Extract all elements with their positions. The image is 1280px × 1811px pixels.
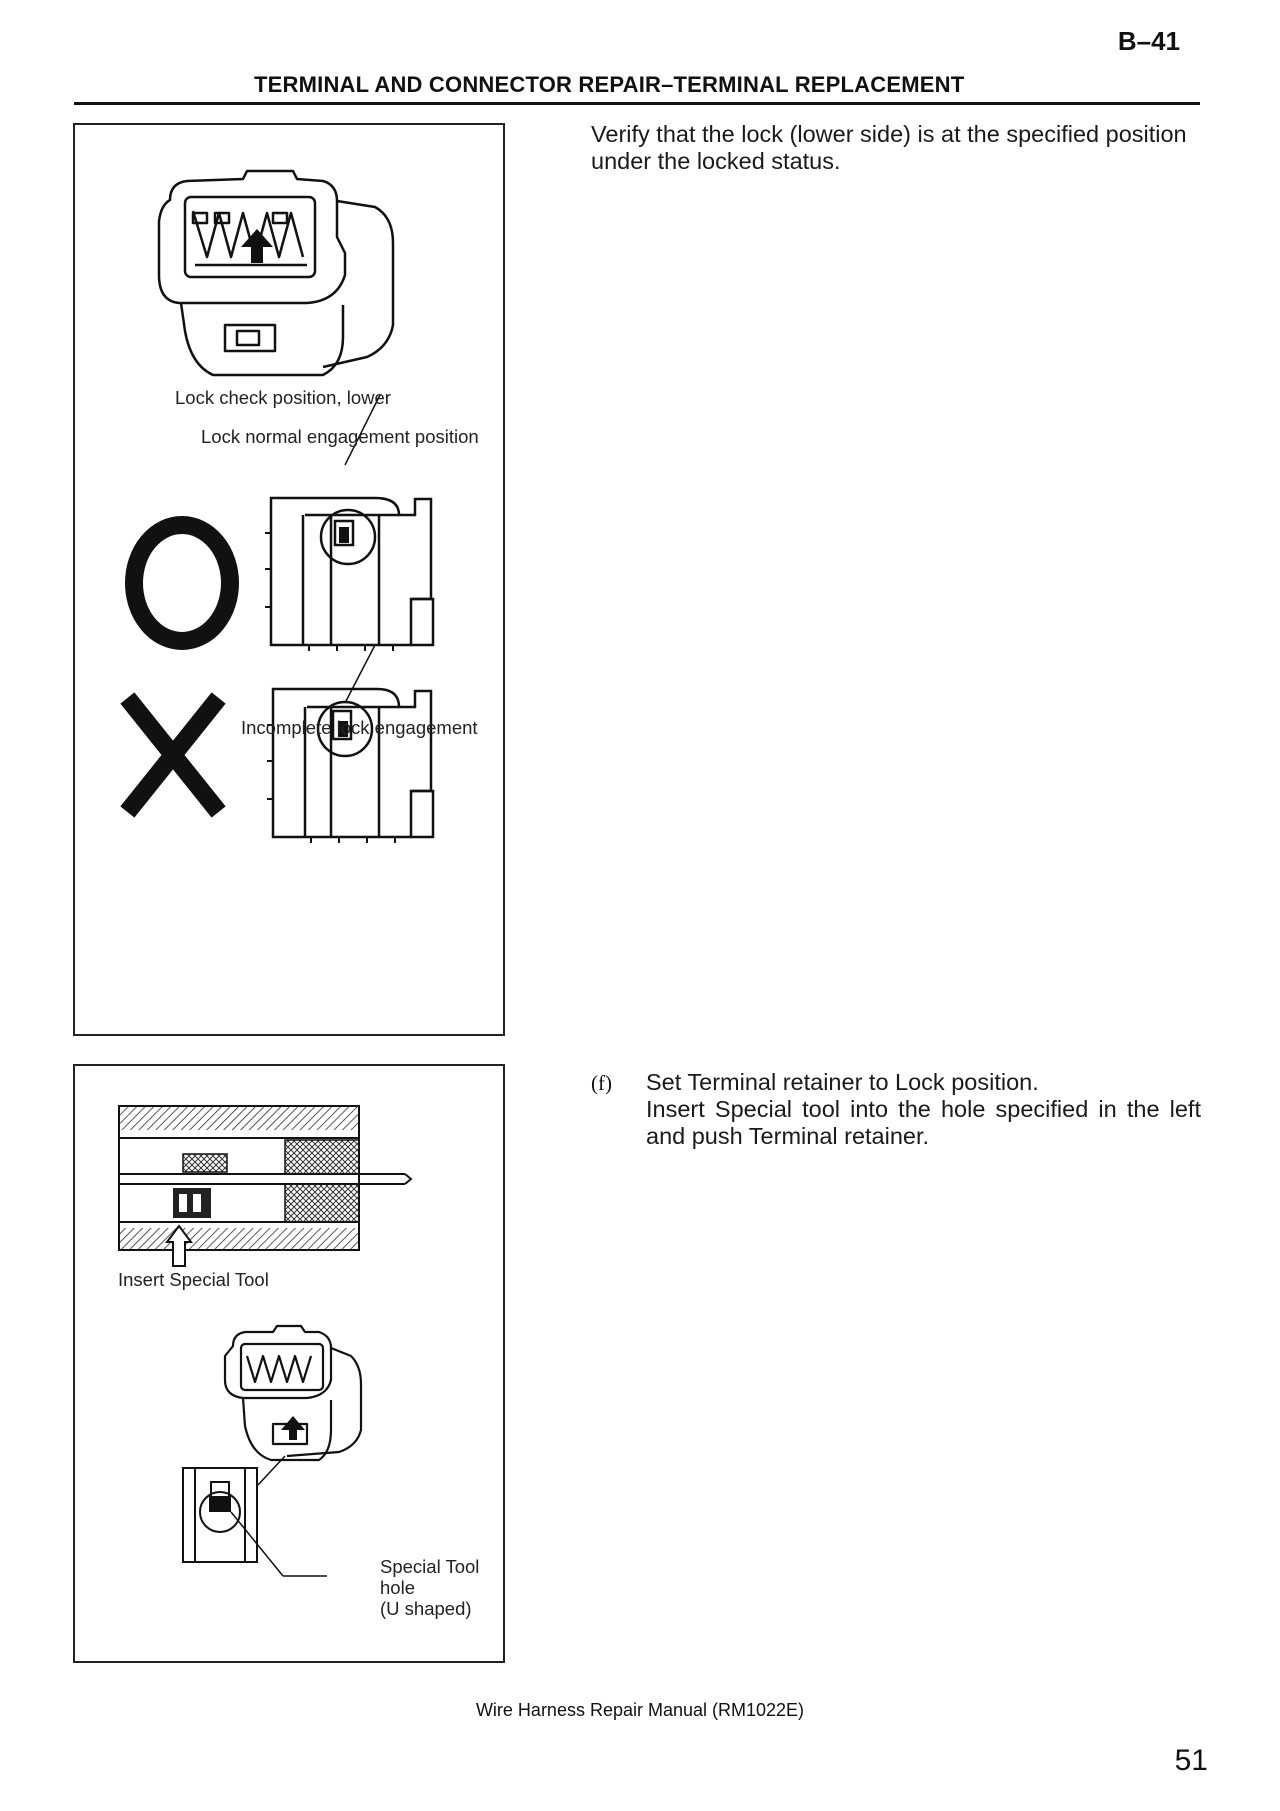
- step-f-line: Set Terminal retainer to Lock position.: [646, 1069, 1039, 1095]
- special-tool-hole-line: Special Tool: [380, 1556, 480, 1577]
- lock-normal-label: Lock normal engagement position: [201, 426, 479, 447]
- lock-check-illustration: [75, 125, 503, 1034]
- special-tool-figure: [73, 1064, 505, 1663]
- special-tool-hole-line: (U shaped): [380, 1598, 472, 1619]
- incomplete-lock-label: Incomplete lock engagement: [241, 717, 478, 738]
- manual-footer: Wire Harness Repair Manual (RM1022E): [475, 1700, 805, 1720]
- verify-lock-text: Verify that the lock (lower side) is at the specified position under the locked status.: [591, 121, 1187, 174]
- section-code: B–41: [1117, 26, 1180, 56]
- lock-check-label: Lock check position, lower: [175, 387, 391, 408]
- page-number: 51: [1174, 1744, 1208, 1777]
- page-title: TERMINAL AND CONNECTOR REPAIR–TERMINAL REPLACEMENT: [254, 72, 965, 97]
- step-f-marker: (f): [591, 1071, 612, 1095]
- step-f-text: [646, 1069, 1201, 1150]
- insert-special-tool-label: Insert Special Tool: [118, 1269, 269, 1290]
- special-tool-hole-label: [380, 1556, 479, 1619]
- header-divider: [74, 102, 1200, 105]
- lock-check-figure: [73, 123, 505, 1036]
- step-f-line: Insert Special tool into the hole specified in the left and push Terminal retainer.: [646, 1096, 1201, 1149]
- special-tool-hole-line: hole: [380, 1577, 415, 1598]
